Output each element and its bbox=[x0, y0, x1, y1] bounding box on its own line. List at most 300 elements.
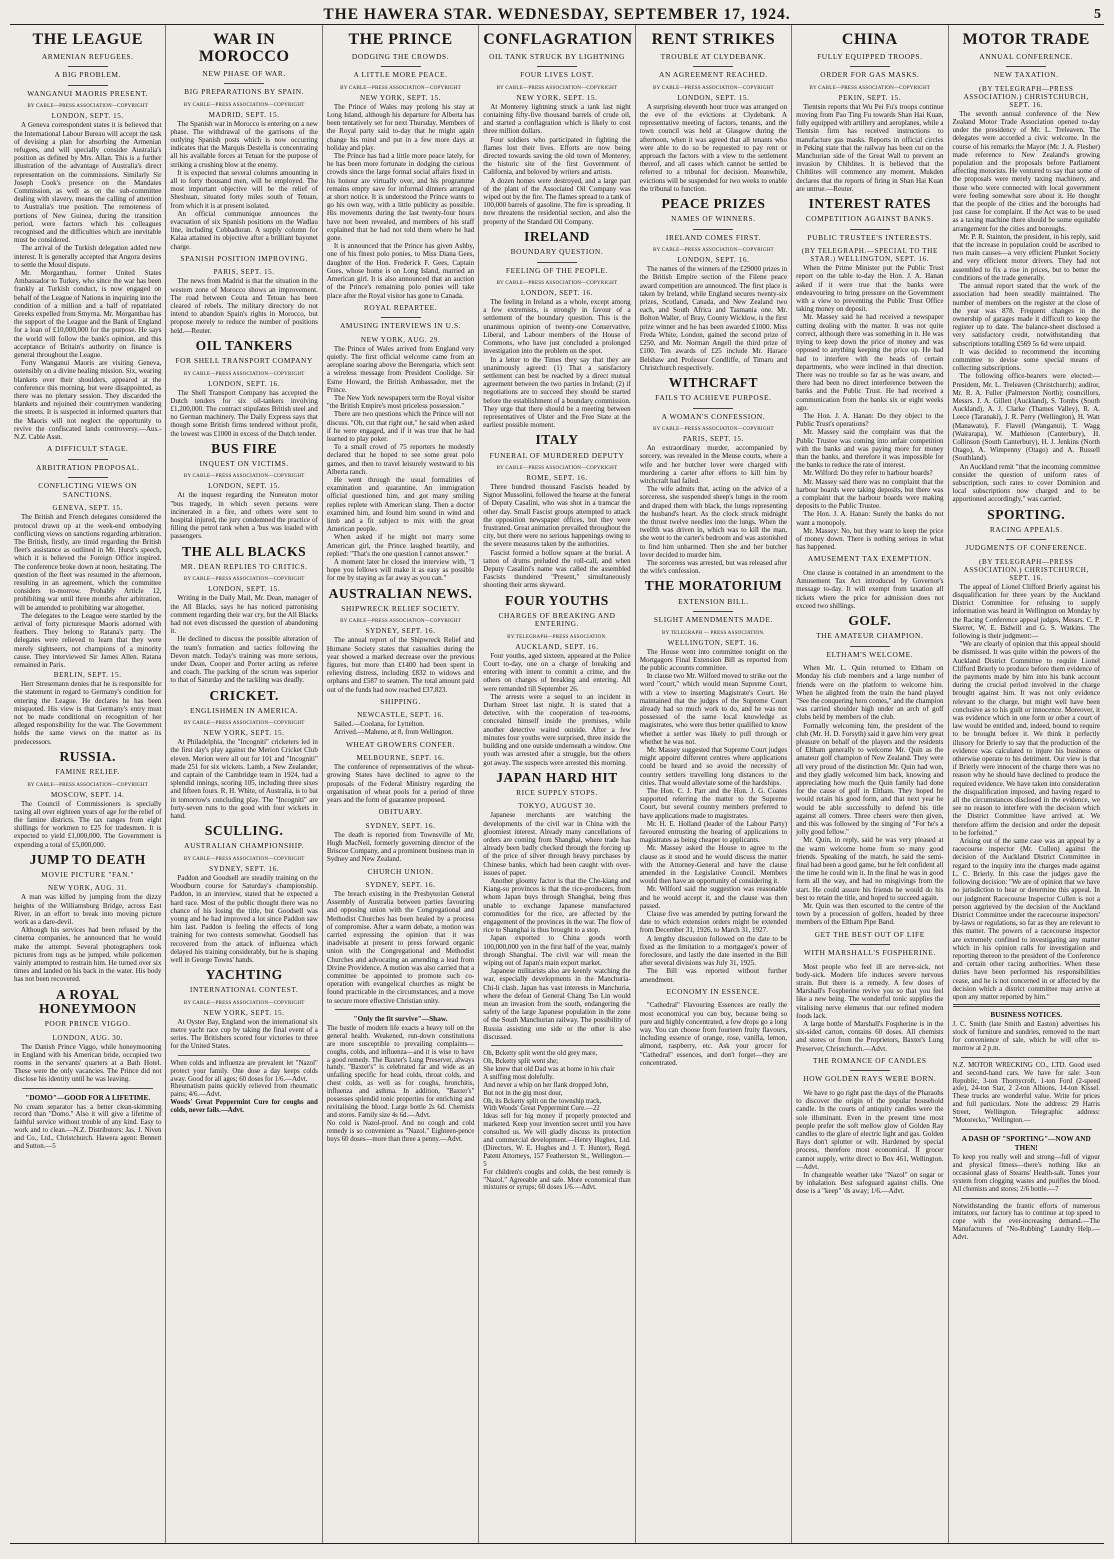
article bbox=[327, 587, 474, 694]
article-credit: BY CABLE—PRESS ASSOCIATION—COPYRIGHT bbox=[27, 781, 149, 788]
article bbox=[14, 988, 161, 1084]
article-paragraph: The Prince of Wales arrived from England very quietly. The first official welcome came from an aeroplane soaring above the Berengaria, which sent a wireless message from President Coolidge. Sir Esme Howard, the British Ambassador, met the Prince. bbox=[326, 344, 475, 394]
divider bbox=[68, 85, 108, 86]
article-paragraph: A Geneva correspondent states it is believed that the International Labour Bureau will accept the task of devising a plan for absorbing the Armenian refugees, and will specially consider Australia's position as defined by Mrs. Allan. This is a further illustration of the advantage of Australia's direct representation on the commissions. Similarly Sir Joseph Cook's presence on the Mandates Commission, as well as on the sub-committee dealing with slavery, means the calling of attention to Australia's true position. The remoteness of portions of New Guinea, during the transition period, were factors which his colleagues recognised and the difficulties which are inevitable must be considered. bbox=[14, 121, 162, 245]
article-paragraph: It is announced that the Prince has given Ashby, one of his finest polo ponies, to Miss Diana Gees, daughter of the Hon. Frederick F. Gees, Captain Gues, whose home is on Long Island, married an American girl. It is also announced that an auction of the Prince's remaining polo ponies will take place after the Royal visitor has gone to Canada. bbox=[326, 242, 475, 300]
divider bbox=[537, 66, 577, 67]
article-dateline: (BY TELEGRAPH—PRESS ASSOCIATION.) CHRISTCHURCH, SEPT. 16. bbox=[963, 84, 1089, 109]
ad-text-bold: Woods' Great Peppermint Cure for coughs and colds, never fails.—Advt. bbox=[170, 1099, 318, 1115]
article-dateline: (BY TELEGRAPH—PRESS ASSOCIATION.) CHRISTCHURCH, SEPT. 16. bbox=[963, 557, 1089, 582]
ad-text: To keep you really well and strong—full of vigour and physical fitness—there's nothing like an occasional glass of Stearns' Health-salt. Tones your system from clogging wastes and purifies the blood. All chemists and stores; 2/6 bottle.—7 bbox=[952, 1154, 1100, 1193]
article-paragraph: The wife admits that, acting on the advice of a sorceress, she suspended sheep's lungs in the room and draped them with black, the lungs representing the husband's heart. As the clock struck midnight the thrust twelve needles into the lungs. When the twelfth was driven in, which was to kill the man, she went to the carter's bedroom and was astonished to find him unharmed. Then she and her butcher lover decided to murder him. bbox=[639, 485, 788, 559]
article-credit: BY CABLE—PRESS ASSOCIATION—COPYRIGHT bbox=[653, 84, 774, 91]
article-paragraph: In a letter to the Times they say that they are unanimously agreed: (1) That a satisfactory settlement can best be reached by a direct mutual agreement between the two parties in Ireland; (2) if negotiations are to succeed they should be started before the establishment of a boundary commission. They urge that there should be a meeting between representatives of Ulster and the Free State at the earliest possible moment. bbox=[483, 355, 631, 430]
article-paragraph: It is expected that several columns amounting in all to forty thousand men, will be employed. The most important objective will be the relief of Sheshuan, situated forty miles south of Tetuan, from which it is at present isolated. bbox=[170, 168, 318, 210]
article-credit: BY CABLE—PRESS ASSOCIATION—COPYRIGHT bbox=[183, 999, 305, 1006]
article-dateline: LONDON, SEPT. 16. bbox=[208, 379, 281, 388]
article-headline: THE MORATORIUM bbox=[644, 578, 783, 594]
masthead bbox=[10, 0, 1104, 25]
divider bbox=[961, 1198, 1092, 1199]
article-headline: RENT STRIKES bbox=[651, 31, 776, 48]
article-subheading: CHURCH UNION. bbox=[367, 866, 434, 876]
article bbox=[327, 32, 474, 300]
article-subheading: OBITUARY. bbox=[378, 807, 423, 817]
article-subheading: AUSTRALIAN CHAMPIONSHIP. bbox=[184, 841, 305, 851]
article-paragraph: Formally welcoming him, the president of the club (Mr. H. D. Forsyth) said it gave him very great pleasure on behalf of the players and the residents of Eltham generally to welcome Mr. Quin as the amateur golf champion of New Zealand. They were all very proud of the distinction Mr. Quin had won, and they gladly welcomed him back, knowing and appreciating how much the Quin family had done for the cause of golf in Eltham. They hoped he would retain his good form, and that next year he would be able successfully to defend his title against all comers. Three cheers were then given, and this was followed by the singing of "For he's a jolly good fellow." bbox=[796, 721, 944, 837]
article-paragraph: A man was killed by jumping from the dizzy heights of the Williamsburg Bridge, across East River, in an effort to break into moving picture work as a dare-devil. bbox=[14, 893, 162, 927]
article-paragraph: An Auckland remit "that the incoming committee consider the question of uniform rates of subscription, such rates to cover Dominion and local subscriptions now charged and to be apportioned accordingly," was carried. bbox=[952, 462, 1100, 504]
article-subheading: ROYAL REPARTEE. bbox=[363, 302, 438, 312]
article-subheading: ARBITRATION PROPOSAL. bbox=[36, 462, 140, 472]
article-dateline: SYDNEY, SEPT. 16. bbox=[209, 864, 280, 873]
ad-title: "Only the fit survive"—Shaw. bbox=[353, 1013, 448, 1023]
article-subheading: ANNUAL CONFERENCE. bbox=[979, 51, 1074, 61]
ad-text: J. C. Smith (late Smith and Easton) advertises his stock of furniture and sundries, removed to the mart for convenience of sale, which he will offer to-morrow at 2 p.m. bbox=[952, 1021, 1100, 1052]
ad-text: For children's coughs and colds, the best remedy is "Nazol." Agreeable and safe. More economical than mixtures or syrups; 60 doses 1/6.—Advt. bbox=[483, 1168, 631, 1192]
article-dateline: LONDON, SEPT. 15. bbox=[208, 585, 281, 594]
article-subheading: RACING APPEALS. bbox=[989, 524, 1063, 534]
article bbox=[640, 32, 787, 193]
article bbox=[327, 304, 474, 583]
article-subheading: TROUBLE AT CLYDEBANK. bbox=[660, 51, 767, 61]
article-dateline: LONDON, SEPT. 16. bbox=[677, 256, 750, 265]
divider bbox=[693, 229, 733, 230]
article bbox=[14, 750, 161, 849]
article-paragraph: Fascist formed a hollow square at the burial. A tattoo of drums preluded the roll-call, and when Deputy Casalini's name was called the assembled Fascists thundered "Present," simultaneously shooting their arms skyward. bbox=[483, 548, 631, 590]
article-paragraph: The annual report stated that the work of the association had been steadily maintained. The number of members on the register at the close of the year was 878. Frequent changes in the ownership of garages made it difficult to keep the register up to date. The balance-sheet disclosed a very satisfactory credit, notwithstanding that subscriptions totalling £569 5s 6d were unpaid. bbox=[952, 282, 1100, 348]
columns bbox=[10, 25, 1104, 1544]
article-paragraph: Mr. H. E. Holland (leader of the Labour Party) favoured entrusting the hearing of applications to magistrates as being cheaper to applicants. bbox=[639, 819, 788, 845]
article-credit: BY CABLE—PRESS ASSOCIATION—COPYRIGHT bbox=[183, 101, 305, 108]
article-paragraph: Japan exported to China goods worth 100,000,000 yen in the first half of the year, mainly through Shanghai. The civil war will mean the wiping out of Japan's main export market. bbox=[483, 934, 631, 968]
article-paragraph: Herr Stresemann denies that he is responsible for the statement in regard to Germany's condition for entering the League. He declares he has been misquoted. His view is that Germany's entry must not be made conditional on recognition of her alleged responsibility for the war. The Government holds the same views on the matter as its predecessors. bbox=[14, 680, 162, 746]
article bbox=[170, 689, 317, 821]
article bbox=[14, 671, 161, 746]
article-paragraph: The Danish Prince Viggo, while honeymooning in England with his American bride, occupied two rooms in the servants' quarters at a Bath Hotel. These were the only vacancies. The Prince did not disclose his identity until he was leaving. bbox=[14, 1042, 162, 1084]
article-paragraph: At Monterey lightning struck a tank last night containing fifty-five thousand barrels of crude oil, and started a conflagration which is likely to cost three million dollars. bbox=[483, 102, 631, 136]
article-paragraph: An extraordinary murder, accompanied by sorcery, was revealed in the Meuse courts, where a wife and her butcher lover were charged with murdering a carter after efforts to kill him by witchcraft had failed. bbox=[639, 444, 788, 485]
article-dateline: PARIS, SEPT. 15. bbox=[682, 435, 744, 444]
column-articles bbox=[953, 32, 1100, 1001]
article-credit: BY CABLE—PRESS ASSOCIATION—COPYRIGHT bbox=[653, 426, 774, 433]
article-paragraph: Mr. P. R. Stainton, the president, in his reply, said that the increase in population could be ascribed to two main causes—a very efficient Plunket Society and very efficient motor drivers. They had not assembled to fix a rise in prices, but to better the conditions of the trade generally. bbox=[952, 232, 1100, 282]
article-credit: BY CABLE—PRESS ASSOCIATION—COPYRIGHT bbox=[183, 576, 305, 583]
article-paragraph: When asked if he might not marry some American girl, the Prince laughed heartily, and replied: "That's the one question I cannot answer." bbox=[326, 533, 475, 558]
article-dateline: MOSCOW, SEPT. 14. bbox=[50, 790, 125, 799]
article-headline: ITALY bbox=[535, 432, 579, 448]
divider bbox=[381, 66, 421, 67]
article-subheading: INTERNATIONAL CONTEST. bbox=[189, 985, 299, 995]
article-headline: WITHCRAFT bbox=[668, 374, 759, 390]
article-subheading: BIG PREPARATIONS BY SPAIN. bbox=[184, 87, 305, 97]
article-paragraph: A lengthy discussion followed on the date to be fixed as the limitation to a mortgagee's power of foreclosure, and lastly the date inserted in the Bill after several divisions was July 31, 1925. bbox=[639, 934, 788, 968]
article-dateline: SYDNEY, SEPT. 16. bbox=[365, 881, 436, 890]
article-paragraph: Mr. Quin was then escorted to the centre of the town by a procession of golfers, headed by three members of the Eltham Pipe Band. bbox=[796, 902, 944, 927]
article-headline: CONFLAGRATION bbox=[483, 31, 633, 48]
article-dateline: NEW YORK, AUG. 29. bbox=[360, 335, 441, 344]
article bbox=[170, 442, 317, 541]
ad-text: When colds and influenza are prevalent let "Nazol" protect your family. One dose a day keeps colds away. Good for all ages; 60 doses for 1/6.—Advt. bbox=[170, 1059, 318, 1083]
article-credit: BY CABLE—PRESS ASSOCIATION—COPYRIGHT bbox=[496, 280, 618, 287]
article-paragraph: The appeal of Lionel Clifford Brierly against his disqualification for three years by the Auckland District Committee for refusing to supply information was heard in Wellington on Monday by the Racing Conference appeal judges, Messrs. C. P. Skerret, W. E. Bidwill and G. S. Watkins. The following is their judgment:— bbox=[952, 582, 1100, 640]
divider bbox=[1006, 66, 1046, 67]
poem-line: She knew that old Dad was at home in his chair bbox=[483, 1065, 615, 1073]
article-headline: BUS FIRE bbox=[211, 440, 278, 456]
column-articles bbox=[170, 32, 317, 1051]
article-dateline: NEW YORK, SEPT. 15. bbox=[516, 93, 598, 102]
article-subheading: ECONOMY IN ESSENCE. bbox=[666, 986, 761, 996]
article-subheading: SHIPPING. bbox=[380, 696, 421, 706]
article-paragraph: Mr. Massey said he had received a newspaper cutting dealing with the matter. It was not quite correct, although there was something in it. He was trying to keep down the price of money and was opposed to anything keeping the price up. He had had to interfere with the heads of certain departments, who were inclined in that direction. There was no trouble so far as he was aware, and there had been no direct interference between the banks and the Public Trust. He had received a communication from the banks six or eight weeks ago. bbox=[796, 313, 944, 412]
article-paragraph: The Hon. J. A. Hanan: Surely the banks do not want a monopoly. bbox=[796, 510, 944, 527]
article-paragraph: Mr. Wilford: Do they refer to harbour boards? bbox=[803, 469, 933, 478]
article-paragraph: At the inquest regarding the Nuneaton motor "bus tragedy, in which seven persons were incinerated in a fire, and others were sent to hospital injured, the jury condemned the practice of filling the petrol tank when a 'bus was loaded with passengers. bbox=[170, 491, 318, 541]
article-headline: CHINA bbox=[841, 31, 898, 48]
article-paragraph: Mr. Massey said there was no complaint that the harbour boards were taking deposits, but there was a complaint that the harbour boards were making deposits to the Public Trustee. bbox=[796, 477, 944, 511]
column-articles bbox=[483, 31, 633, 1041]
article-headline: JUMP TO DEATH bbox=[29, 851, 146, 867]
article-dateline: SYDNEY, SEPT. 16. bbox=[365, 821, 436, 830]
article-headline: WAR IN MOROCCO bbox=[198, 31, 290, 65]
divider bbox=[68, 459, 108, 460]
article bbox=[640, 988, 787, 1067]
article-credit: BY CABLE—PRESS ASSOCIATION—COPYRIGHT bbox=[340, 84, 461, 91]
article-credit: BY CABLE—PRESS ASSOCIATION—COPYRIGHT bbox=[340, 618, 461, 625]
column-5 bbox=[636, 25, 792, 1543]
article-subheading: IRELAND COMES FIRST. bbox=[665, 232, 761, 242]
column-3 bbox=[323, 25, 479, 1543]
article-credit: BY CABLE—PRESS ASSOCIATION—COPYRIGHT bbox=[183, 370, 305, 377]
article bbox=[483, 433, 630, 589]
column-articles bbox=[14, 32, 161, 1084]
article-paragraph: The Council of Commissioners is specially taxing all over eighteen years of age for the relief of the famine districts. The tax ranges from eight shillings for workmen to £25 for tradesmen. It is expected to yield £1,000,000. The Government is expending a total of £5,000,000. bbox=[14, 799, 162, 849]
article-credit: BY CABLE—PRESS ASSOCIATION—COPYRIGHT bbox=[653, 247, 774, 254]
article-subheading: FEELING OF THE PEOPLE. bbox=[505, 265, 609, 275]
article-paragraph: The Shell Transport Company has accepted the Dutch tenders for six oil-tankers involving £1,200,000. The contract stipulates British steel and no German machinery. The Daily Express says that though some British firms tendered without profit, the lowest was £1000 in excess of the Dutch tender. bbox=[170, 388, 318, 438]
article-credit: BY TELEGRAPH — PRESS ASSOCIATION. bbox=[662, 629, 765, 636]
article-headline: A ROYAL HONEYMOON bbox=[38, 986, 137, 1016]
ad-text: Notwithstanding the frantic efforts of numerous imitators, our factory has to continue at top speed to cope with the ever-increasing demand.—The Manufacturers of "No-Rubbing" Laundry Help.—Advt. bbox=[952, 1202, 1100, 1242]
article-subheading: SPANISH POSITION IMPROVING. bbox=[180, 253, 308, 263]
article-paragraph: "We are clearly of opinion that this appeal should be dismissed. It was quite within the powers of the Auckland District Committee to require Lionel Clifford Brierly to produce before them evidence of the payments made by him into his bank account during the crucial period involved in the charge brought against him. It was not only evidence relevant to the charge, but might well have been conclusive as to his guilt or innocence. Moreover, it was evidence which in one form or other a court of law would be entitled and, indeed, bound to require to be brought before it. We think it perfectly illusory for Brierly to say that the production of the evidence was calculated to injure his business or otherwise operate to his detriment. Our view is that if Brierly were innocent of the charge there was no reason why he should have declined to produce the required evidence. We have taken into consideration the disqualification imposed, and having regard to all the circumstances disclosed in the evidence, we see no reason to interfere with the decision which the District Committee have arrived at. We therefore affirm the decision and order the deposit to be forfeited." bbox=[952, 640, 1100, 837]
article-dateline: AUCKLAND, SEPT. 16. bbox=[515, 642, 599, 651]
article-headline: RUSSIA. bbox=[59, 748, 116, 764]
article-paragraph: The feeling in Ireland as a whole, except among a few extremists, is strongly in favour of a settlement of the boundary question. This is the unanimous opinion of twenty-one Conservative, Liberal, and Labour members of the House of Commons, who have just concluded a prolonged investigation into the problem on the spot. bbox=[483, 298, 631, 356]
article-subheading: NEW TAXATION. bbox=[993, 70, 1059, 80]
article-paragraph: The Prince of Wales may prolong his stay at Long Island, although his departure for Alberta has been tentatively set for next Thursday. Members of the Royal party said to-day that he might again change his mind and put in a few more days at holiday and play. bbox=[326, 102, 475, 152]
article-headline: SPORTING. bbox=[987, 506, 1066, 522]
article-subheading: AMUSEMENT TAX EXEMPTION. bbox=[807, 554, 932, 564]
divider bbox=[381, 317, 421, 318]
article-paragraph: Mr. Quin, in reply, said he was very pleased at the warm welcome home from so many good friends. Speaking of the match, he said the semi-final had been a good game, but he felt confident all the time he could win it. In the final he was in good form all the way, and had no misgivings from the start. He could assure his friends he would do his best to retain the title, and hoped to succeed again. bbox=[796, 836, 944, 902]
article-paragraph: The following office-bearers were elected:—President, Mr. L. Treleaven (Christchurch); auditor, Mr. R. A. Fuller (Palmerston North); councillors, Messrs. J. A. Gillett (Auckland), S. Tombs (South Auckland), A. J. Clarke (Thames Valley), R. A. Leece (Taranaki), J. R. Perry (Wellington), H. Watt (Manawatu), F. Flavell (Wanganui), T. Wagg (Wairarapa), W. Mathieson (Canterbury), H. Collinson (South Canterbury), H. J. Jenkins (North Otago), A. Wimpenny (Otago) and A. Russell (Southland). bbox=[952, 372, 1100, 463]
article-headline: JAPAN HARD HIT bbox=[496, 769, 618, 785]
article-paragraph: Forty Wanganui Maoris are visiting Geneva, ostensibly on a divine healing mission. Six, wearing blankets over their shoulders, appeared at the conference this morning, but were disappointed, as there was no plenary session. They discarded the blankets and rejoined their countrymen wandering the streets. It is suspected in informed quarters that the Maoris will not neglect the opportunity to revive the confiscated lands controversy.—Aus.-N.Z. Cable Assn. bbox=[14, 359, 162, 442]
article-credit: BY CABLE—PRESS ASSOCIATION—COPYRIGHT bbox=[183, 473, 305, 480]
divider bbox=[693, 408, 733, 409]
divider bbox=[961, 1129, 1092, 1130]
article-paragraph: At Oyster Bay, England won the international six metre yacht race cup by taking the final event of a series. The Britishers scored four victories to three for the United States. bbox=[170, 1017, 318, 1051]
article-dateline: NEW YORK, SEPT. 15. bbox=[203, 729, 285, 738]
article bbox=[327, 698, 474, 737]
article bbox=[640, 376, 787, 575]
article bbox=[483, 771, 630, 1041]
article-paragraph: Clause five was amended by putting forward the date to which extension orders might be extended from December 31, 1926, to March 31, 1927. bbox=[639, 910, 788, 935]
poem-line: And never a whip on her flank dropped John, bbox=[483, 1081, 609, 1089]
article-subheading: FOUR LIVES LOST. bbox=[520, 70, 594, 80]
article-paragraph: There are two questions which the Prince will not discuss. "Oh, cut that right out," he said when asked if he were engaged, and if it was true that he had learned to play poker. bbox=[326, 410, 475, 443]
column-4 bbox=[479, 25, 635, 1543]
article-dateline: NEW YORK, AUG. 31. bbox=[48, 884, 128, 893]
ad-text: No cream separator has a better clean-skimming record than "Domo." Also it will give a lifetime of faithful service without trouble of any kind. Easy to work and to clean.—N.Z. Distributors: Jas. J. Niven and Co., Ltd., Christchurch. Hawera agent: Bennett and Sutton.—5 bbox=[14, 1103, 162, 1151]
article-paragraph: The British and French delegates considered the protocol drawn up at the week-end embodying conflicting views on sanctions regarding arbitration. The British, firstly, are timid regarding the British fleet's assistance as outlined in Mr. Hurst's speech, which it is believed the Foreign Office inspired. The conference broke down at noon, hesitating. The question of the fleet was resumed in the afternoon, resulting in an agreement, which the committee considers to-morrow. Probably Article 12, prohibiting war until three months after arbitration, will be amended to prohibiting war altogether. bbox=[14, 513, 162, 612]
ad-text: The bustle of modern life exacts a heavy toll on the general health. Weakened, run-down constitutions are more susceptible to prevailing complaints—coughs, colds, and influenza—and it is wise to have a good remedy. The Baxter's Lung Preserver, always handy. "Baxter's" is celebrated far and wide as an unfailing specific for head colds, throat colds, and chest colds, as well as for coughs, bronchitis, influenza and asthma. In addition, "Baxter's" possesses splendid tonic properties for enriching and revitalising the blood. Large bottle 2s 6d. Chemists and stores. Family size 4s 6d.—Advt. bbox=[326, 1024, 475, 1119]
article-subheading: SLIGHT AMENDMENTS MADE. bbox=[653, 615, 773, 625]
column-2 bbox=[166, 25, 322, 1543]
article-subheading: ORDER FOR GAS MASKS. bbox=[820, 70, 920, 80]
article-subheading: WANGANUI MAORIS PRESENT. bbox=[27, 88, 149, 98]
ad-title: A DASH OF "SPORTING"—NOW AND THEN! bbox=[961, 1134, 1091, 1153]
article bbox=[483, 594, 630, 767]
column-articles bbox=[796, 32, 943, 1196]
article-paragraph: The annual report of the Shipwreck Relief and Humane Society states that casualties during the year showed a marked decrease over the previous figures, but more than £1400 had been spent in relieving distress, including £832 to widows and orphans and £587 to seamen. The total amount paid out of the funds had now reached £37,823. bbox=[326, 636, 475, 694]
article-subheading: THE ROMANCE OF CANDLES bbox=[813, 1055, 927, 1065]
article-subheading: AN AGREEMENT REACHED. bbox=[659, 70, 768, 80]
article-paragraph: He went through the usual formalities of examination and quarantine. An immigration official questioned him, and got many smiling replies replete with American slang. Then a doctor examined him, and found him sound in wind and limb and a fit subject to mix with the great American people. bbox=[326, 475, 475, 534]
article-paragraph: A moment later he closed the interview with, "I hope you fellows will make it as easy as possible for me by staying as far away as you can." bbox=[326, 558, 475, 583]
article-dateline: (BY TELEGRAPH.—SPECIAL TO THE STAR.) WELLINGTON, SEPT. 16. bbox=[801, 247, 938, 264]
article bbox=[14, 445, 161, 669]
article-headline: FOUR YOUTHS bbox=[505, 592, 609, 608]
divider bbox=[178, 1055, 309, 1056]
article-subheading: ENGLISHMEN IN AMERICA. bbox=[190, 705, 299, 715]
article-dateline: NEWCASTLE, SEPT. 16. bbox=[357, 711, 445, 720]
article-subheading: A DIFFICULT STAGE. bbox=[46, 444, 129, 454]
article-credit: BY TELEGRAPH—PRESS ASSOCIATION. bbox=[507, 633, 607, 640]
article-subheading: COMPETITION AGAINST BANKS. bbox=[805, 214, 934, 224]
article-paragraph: When Mr. L. Quin returned to Eltham on Monday his club members and a large number of friends were on the platform to welcome him. When he alighted from the train the band played "See the conquering hero comes," and the champion was carried shoulder high under an arch of golf clubs held by members of the club. bbox=[796, 664, 944, 722]
article-credit: BY CABLE—PRESS ASSOCIATION—COPYRIGHT bbox=[496, 84, 618, 91]
article-dateline: NEW YORK, SEPT. 15. bbox=[360, 93, 442, 102]
article-dateline: PEKIN, SEPT. 15. bbox=[838, 93, 902, 102]
article-paragraph: Arrived.—Maheno, at 8, from Wellington. bbox=[333, 728, 454, 737]
column-articles bbox=[327, 32, 474, 1005]
article-dateline: MADRID, SEPT. 15. bbox=[208, 110, 280, 119]
article-paragraph: The news from Madrid is that the situation in the western zone of Morocco shows an improvement. The road between Ceuta and Tetuan has been cleared of rebels. The military directory do not intend to abandon Spain's rights in Morocco, but propose merely to reduce the number of positions held.—Reuter. bbox=[170, 277, 318, 335]
divider bbox=[335, 1009, 466, 1010]
article-headline: GOLF. bbox=[848, 612, 892, 628]
poem-line: Oh, Bcketty split went she; bbox=[483, 1057, 559, 1065]
article bbox=[170, 824, 317, 964]
article bbox=[327, 868, 474, 1005]
article-dateline: SYDNEY, SEPT. 16. bbox=[365, 627, 436, 636]
article bbox=[796, 555, 943, 610]
article-paragraph: Japanese militarists also are keenly watching the war, especially developments in the Manchuria-Chi-li clash. Japan has vast interests in Manchuria, where the defeat of General Chang Tso Lin would mean an invasion from the south, endangering the safety of the large Japanese population in the zone of the South Manchurian railway. The possibility of Russia assisting one side or the other is also discussed. bbox=[483, 967, 631, 1041]
divider bbox=[961, 1057, 1092, 1058]
ad-text: Rheumatism pains quickly relieved from rheumatic pains; 4/6.—Advt. bbox=[170, 1083, 318, 1099]
business-notices-heading: BUSINESS NOTICES. bbox=[990, 1010, 1063, 1020]
article-dateline: GENEVA, SEPT. 15. bbox=[52, 504, 123, 513]
article-paragraph: When the Prime Minister put the Public Trust report on the table to-day the Hon. J. A. Hanan asked if it were true that the banks were endeavouring to bring pressure on the Government with a view to preventing the Public Trust Office taking money on deposit. bbox=[796, 264, 944, 314]
article-subheading: FAILS TO ACHIEVE PURPOSE. bbox=[655, 393, 772, 403]
article-paragraph: Paddon and Goodsell are steadily training on the Woodburn course for Saturday's championship. Paddon, in an interview, stated that he expected a hard race. Most of the public thought there was no chance of his losing the title, but Goodsell was young and he had improved a lot since Paddon saw him last. Paddon is feeling the effects of long training for two contests somewhat. Goodsell has recovered from the attack of influenza which delayed his training considerably, but he is shaping well in George Towns' hands. bbox=[170, 873, 318, 964]
article-subheading: GET THE BEST OUT OF LIFE bbox=[814, 929, 925, 939]
article-paragraph: Mr. Massey asked the House to agree to the clause as it stood and he would discuss the matter with the Attorney-General and have the clause amended in the Legislative Council. Members would then have an opportunity of considering it. bbox=[639, 844, 788, 886]
article-credit: BY CABLE—PRESS ASSOCIATION—COPYRIGHT bbox=[183, 855, 305, 862]
article-dateline: LONDON, SEPT. 15. bbox=[208, 482, 281, 491]
article-paragraph: The names of the winners of the £29000 prizes in the British Empire section of the Filene peace award competition are announced. The first place is taken by Ireland, while England secures twenty-six prizes, Scotland, Canada, and New Zealand two each, and South Africa and Tasmania one. Mr. Bolton Waller, of Bray, County Wicklow, is the first prize winner and he has been awarded £1000. Miss Freda White, London, gained the second prize of £250, and Mr. Norman Angell the third prize of £100. Ten awards of £25 include Mr. Harace Belshaw and Professor Condliffe, of Timaru and Christchurch respectively. bbox=[639, 265, 788, 372]
article-subheading: THE AMATEUR CHAMPION. bbox=[816, 631, 924, 641]
article bbox=[483, 230, 630, 429]
article-dateline: LONDON, AUG. 30. bbox=[52, 1033, 123, 1042]
article-subheading: A BIG PROBLEM. bbox=[54, 70, 121, 80]
article-headline: PEACE PRIZES bbox=[661, 196, 766, 212]
article-paragraph: The seventh annual conference of the New Zealand Motor Trade Association opened to-day under the presidency of Mr. L. Treleaven. The delegates were accorded a civic welcome. In the course of his remarks the Mayor (Mr. J. A. Flesher) made reference to New Zealand's growing population and the proposals before Parliament affecting motorists. He ventured to say that some of the proposals were merely taxing machinery, and those who were connected with local government were feeling somewhat sore about it. He thought that the people of the cities and the boroughs had just cause for complaint. If the Act was to be used as a taxing machine there should be some equitable arrangement for the cities and boroughs. bbox=[952, 109, 1100, 233]
article-headline: INTEREST RATES bbox=[808, 196, 932, 212]
article-subheading: EXTENSION BILL. bbox=[678, 596, 749, 606]
article-subheading: CONFLICTING VIEWS ON SANCTIONS. bbox=[38, 481, 138, 499]
newspaper-page bbox=[10, 0, 1104, 1544]
divider bbox=[22, 1088, 153, 1089]
masthead-title: THE HAWERA STAR. WEDNESDAY, SEPTEMBER 17, 1924. bbox=[323, 6, 791, 23]
article-paragraph: To a small crowd of 75 reporters he modestly declared that he hoped to see some great polo games, and then to travel leisurely westward to his Alberta ranch. bbox=[326, 443, 475, 476]
article-subheading: ELTHAM'S WELCOME. bbox=[826, 649, 914, 659]
article-headline: OIL TANKERS bbox=[195, 337, 293, 353]
article-credit: BY CABLE—PRESS ASSOCIATION—COPYRIGHT bbox=[183, 720, 305, 727]
article-headline: CRICKET. bbox=[209, 687, 279, 703]
article-subheading: NEW PHASE OF WAR. bbox=[202, 68, 286, 78]
divider bbox=[1006, 539, 1046, 540]
article bbox=[796, 614, 943, 927]
divider bbox=[68, 66, 108, 67]
divider bbox=[491, 1045, 622, 1046]
divider bbox=[68, 477, 108, 478]
article-dateline: TOKYO, AUGUST 30. bbox=[518, 802, 596, 811]
column-1 bbox=[10, 25, 166, 1543]
article-headline: AUSTRALIAN NEWS. bbox=[328, 585, 473, 601]
article-headline: THE LEAGUE bbox=[32, 31, 143, 48]
article-paragraph: Tientsin reports that Wu Pei Fu's troops continue moving from Pao Ting Fu towards Shan Hai Kuan, fully equipped with artillery and aeroplanes, while a Tientsin firm has received instructions to manufacture gas masks. Reports in official circles in Peking state that the railway has been cut on the Manchurian side of the Great Wall to prevent an invasion by Chihlites. It is believed that the Chihlites will commence any moment. Mukden declares that the reports of firing in Shan Hai Kuan are untrue.—Reuter. bbox=[796, 102, 944, 193]
divider bbox=[537, 262, 577, 263]
article-paragraph: In changeable weather take "Nazol" on sugar or by inhalation. Best safeguard against chills. One dose is a "keep" 'ds away; 1/6.—Advt. bbox=[796, 1170, 944, 1196]
article-paragraph: The Bill was reported without further amendment. bbox=[639, 967, 788, 984]
article-paragraph: Sailed.—Coolana, for Lyttelton. bbox=[333, 720, 425, 729]
article-paragraph: The House went into committee tonight on the Mortgagors Final Extension Bill as reported from the public accounts committee. bbox=[639, 647, 788, 672]
article bbox=[796, 1057, 943, 1196]
article-paragraph: A large bottle of Marshall's Fospherine is in the six-sided carton, contains 60 doses. All chemists and stores or from the Proprietors, Baxter's Lung Preserver, Christchurch.—Advt. bbox=[796, 1020, 944, 1053]
article bbox=[796, 32, 943, 193]
article bbox=[170, 255, 317, 335]
article bbox=[796, 197, 943, 551]
article-subheading: PUBLIC TRUSTEE'S INTERESTS. bbox=[807, 232, 933, 242]
article-subheading: A WOMAN'S CONFESSION. bbox=[661, 411, 766, 421]
divider bbox=[850, 646, 890, 647]
article-paragraph: Although his services had been refused by the cinema companies, he announced that he would make the attempt. Several photographers took pictures from tugs as he jumped, while policemen vainly attempted to restrain him. He turned over six times and landed on his back in the water. His body has not been recovered. bbox=[14, 926, 162, 984]
article-subheading: POOR PRINCE VIGGO. bbox=[44, 1018, 131, 1028]
article bbox=[14, 853, 161, 984]
poem-line: A sniffing most dolefully. bbox=[483, 1073, 554, 1081]
divider bbox=[850, 229, 890, 230]
column-6 bbox=[792, 25, 948, 1543]
article-paragraph: "Cathedral" Flavouring Essences are really the most economical you can buy, because being so pure and highly concentrated, a few drops go a long way. You can choose from fourteen fruity flavours, including essence of orange, rose, vanilla, lemon, almond, raspberry, etc. Ask your grocer for "Cathedral" essences, and don't forget—they are concentrated. bbox=[639, 1001, 788, 1067]
article-paragraph: Another gloomy factor is that the Che-kiang and Kiang-su provinces is that the rice-producers, from whom Japan buys through Shanghai, being thus unable to exchange Japanese manufactured commodities for the rice, are affected by the engagement of the provinces in the war. The flow of rice to Shanghai is thus brought to a stop. bbox=[483, 877, 631, 935]
article-paragraph: Most people who feel ill are nerve-sick, not body-sick. Modern life induces severe nervous strain. But there is a remedy. A few doses of Marshall's Fospherine revive you so that you feel like a new being. The wonderful tonic supplies the vitalising nerve elements that our refined modern foods lack. bbox=[796, 962, 944, 1020]
article bbox=[327, 741, 474, 805]
divider bbox=[850, 66, 890, 67]
column-articles bbox=[640, 32, 787, 1067]
article-paragraph: The Prince has had a little more peace lately, for he has been more fortunate in dodging the curious crowds since the large formal social affairs fixed in his honour are virtually over, and his programme remains empty save for informal dinners arranged at short notice. It is understood the Prince wants to go his own way, with a little publicity as possible. His movements during the last twenty-four hours have not been revealed, and members of his staff explained that he had not told them where he had gone. bbox=[326, 152, 475, 243]
article-dateline: LONDON, SEPT. 15. bbox=[51, 112, 124, 121]
poem-line: But not in the gig most dour, bbox=[483, 1089, 563, 1097]
article-subheading: JUDGMENTS OF CONFERENCE. bbox=[965, 543, 1088, 553]
article-dateline: NEW YORK, SEPT. 15. bbox=[203, 1008, 285, 1017]
article-paragraph: The sorceress was arrested, but was released after the wife's confession. bbox=[639, 558, 788, 576]
article-paragraph: The delegates to the League were startled by the arrival of forty picturesque Maoris adorned with feathers. They belong to Ratana's party. The delegates were relieved to learn that they were merely sightseers, not champions of a minority cause. They interviewed Sir James Allen. Ratana remained in Paris. bbox=[14, 611, 162, 669]
article-paragraph: The arrival of the Turkish delegation added new interest. It is generally accepted that Angora desires to settle the Mosul dispute. bbox=[14, 244, 162, 269]
article bbox=[170, 545, 317, 685]
article-dateline: BERLIN, SEPT. 15. bbox=[53, 671, 122, 680]
article-credit: BY CABLE—PRESS ASSOCIATION—COPYRIGHT bbox=[27, 103, 149, 110]
divider bbox=[693, 611, 733, 612]
article-subheading: WITH MARSHALL'S FOSPHERINE. bbox=[803, 948, 936, 958]
poem-line: Oh, Bcketty split went the old grey mare, bbox=[483, 1050, 598, 1058]
article-subheading: A LITTLE MORE PEACE. bbox=[353, 70, 448, 80]
article-paragraph: Three hundred thousand Fascists headed by Signor Mussolini, followed the hearse at the funeral of Deputy Casalini, who was shot in a tramcar the other day. Small Fascist groups attempted to attack the opposition newspaper offices, but they were frustrated. Great animation prevailed throughout the city, but there were no serious happenings owing to the severe measures taken by the authorities. bbox=[483, 483, 631, 549]
article-headline: THE PRINCE bbox=[348, 31, 453, 48]
article-paragraph: Arising out of the same case was an appeal by a racecourse inspector (Mr. Cullen) against the decision of the Auckland District Committee in regard to the inquiry into the charges made against L. C. Brierly. In this case the judges gave the following decision: "We are of opinion that we have no jurisdiction to hear or determine this appeal. In our judgment Racecourse Inspector Cullen is not a person aggrieved by the decision of the Auckland District Committee under the racecourse inspectors' by-laws or regulations, so far as they are relevant to this matter. The powers of a racecourse inspector are extremely confined to investigating any matter which in his opinion calls for investigation and reporting thereon to the president of the Conference and certain other racing authorities. When these duties have been performed his responsibilities cease, and he is not concerned in or affected by the decision which a district committee may arrive at upon any matter reported by him." bbox=[952, 837, 1100, 1001]
article-paragraph: The Hon. J. A. Hanan: Do they object to the Public Trust's operations? bbox=[796, 411, 944, 429]
article bbox=[170, 32, 317, 251]
article-subheading: AMUSING INTERVIEWS IN U.S. bbox=[339, 321, 462, 331]
article-subheading: NAMES OF WINNERS. bbox=[671, 214, 756, 224]
article-subheading: HOW GOLDEN RAYS WERE BORN. bbox=[803, 1074, 937, 1084]
article bbox=[327, 808, 474, 863]
ad-poem bbox=[483, 1050, 630, 1113]
article-paragraph: An official communique announces the evacuation of six Spanish positions on the Wadlau line, including Cobbaduran. A supply column for Kalaa attained its objective after a brilliant bayonet charge. bbox=[170, 209, 318, 251]
article-paragraph: Mr. Massey suggested that Supreme Court judges might appoint different centres where applications could be heard and so avoid the necessity of country settlers travelling long distances to the cities. That would alleviate some of the hardships. bbox=[639, 746, 788, 787]
article-subheading: FAMINE RELIEF. bbox=[55, 766, 120, 776]
ad-text: Ideas sell for big money if properly protected and marketed. Keep your invention secret until you have consulted us. We will gladly discuss its protection and commercial development.—Henry Hughes, Ltd. (Directors, W. E. Hughes and J. T. Hunter), Regd. Patent Attorneys, 157 Featherston St., Wellington.—5 bbox=[483, 1113, 631, 1168]
ad-title: "DOMO"—GOOD FOR A LIFETIME. bbox=[25, 1092, 151, 1102]
article-paragraph: The arrests were a sequel to an incident in Durham Street last night. It is stated that a detective, with the cooperation of tea-rooms, concealed himself inside the premises, while another detective waited outside. After a few minutes four youths were surprised, three inside the building and one outside underneath a window. One youth was arrested after a struggle, but the others got away. The suspects were arrested this morning. bbox=[483, 692, 631, 767]
article-dateline: LONDON, SEPT. 15. bbox=[677, 93, 750, 102]
divider bbox=[850, 1070, 890, 1071]
article-paragraph: Mr. Morganthau, former United States Ambassador to Turkey, who since the war has been frankly at Turkish conduct, is now engaged on behalf of the League of Nations in inquiring into the condition of a million and a half of repatriated Greeks expelled from Smyrna. Mr. Morganthau has the support of the League and the Bank of England for a loan of £10,000,000 for the purpose. He says the world will follow the bank's opinion, and this acceptance of Britain's authority on finance is general throughout the League. bbox=[14, 269, 162, 360]
article-paragraph: The breach existing in the Presbyterian General Assembly of Australia between parties favouring and opposing union with the Congregational and Methodist Churches has been healed by a process of compromise. After a warm debate, a motion was carried expressing the opinion that it was inadvisable at present to press forward organic union with the Congregational and Methodist Churches and advocating an amending a lead from Divine Providence. A motion was also carried that a committee be appointed to promote such co-operation with evangelical churches as might be found practicable in the circumstances, and a move to secure more effective Christian unity. bbox=[326, 890, 475, 1005]
article-subheading: FUNERAL OF MURDERED DEPUTY bbox=[489, 450, 625, 460]
article-subheading: SHIPWRECK RELIEF SOCIETY. bbox=[341, 603, 460, 613]
article-paragraph: A surprising eleventh hour truce was arranged on the eve of the evictions at Clydebank. A representative meeting of factors, tenants, and the town council was held at Glasgow during the afternoon, when it was agreed that all tenants who were able to do so be requested to pay rent or approach the factors with a view to the settlement thereof, and all cases which cannot be settled be referred to a tribunal for decision. Meanwhile, evictions will be suspended for two weeks to enable the tribunal to function. bbox=[639, 102, 788, 193]
article-paragraph: The death is reported from Townsville of Mr. Hugh MacNeil, formerly governing director of the Briscoe Company, and a prominent business man in Sydney and New Zealand. bbox=[326, 830, 475, 864]
article-paragraph: Mr. Massey said the complaint was that the Public Trustee was coming into unfair competition with the banks and was paying more for money than the banks, and therefore it was impossible for the banks to reduce the rate of interest. bbox=[796, 428, 944, 470]
article-credit: BY CABLE—PRESS ASSOCIATION—COPYRIGHT bbox=[496, 465, 618, 472]
article-paragraph: We have to go right past the days of the Pharaohs to discover the origin of the popular household candle. In the courts of antiquity candles were the sole illuminant. Even in the present time most people prefer the soft mellow glow of Golden Ray candles to the glare of electric light and gas. Golden Rays don't splutter or wilt. Hardened by special process, therefore most economical. If grocer cannot supply, write direct to Box 461, Wellington.—Advt. bbox=[796, 1088, 944, 1171]
article-dateline: ROME, SEPT. 16. bbox=[526, 474, 588, 483]
article-headline: THE ALL BLACKS bbox=[182, 543, 307, 559]
divider bbox=[224, 83, 264, 84]
article bbox=[640, 579, 787, 984]
article-headline: MOTOR TRADE bbox=[962, 31, 1090, 48]
article-paragraph: The Spanish war in Morocco is entering on a new phase. The withdrawal of the garrisons of the outlying Spanish posts which is now occurring indicates that the Marquis Destella is concentrating all his available forces at Tetuan for the purpose of striking a crushing blow at the enemy. bbox=[170, 119, 318, 169]
article-subheading: FOR SHELL TRANSPORT COMPANY bbox=[175, 355, 313, 365]
article-paragraph: In clause two Mr. Wilford moved to strike out the word "court," which would mean Supreme Court, with a view to inserting Magistrate's Court. He maintained that the judges of the Supreme Court already had so much work to do, and he was not possessed of the same local knowledge as magistrates, who were thus better qualified to know whether a settler was likely to pull through or whether he was not. bbox=[639, 672, 788, 746]
article-subheading: RICE SUPPLY STOPS. bbox=[516, 787, 598, 797]
article-subheading: ARMENIAN REFUGEES. bbox=[41, 51, 134, 61]
divider bbox=[850, 944, 890, 945]
article-paragraph: Four soldiers who participated in fighting the flames lost their lives. Efforts are now being directed towards saving the old town of Monterey, the historic site of the first Government of California, and beloved by writers and artists. bbox=[483, 135, 631, 177]
article-dateline: LONDON, SEPT. 16. bbox=[520, 289, 594, 298]
column-7 bbox=[949, 25, 1104, 1543]
